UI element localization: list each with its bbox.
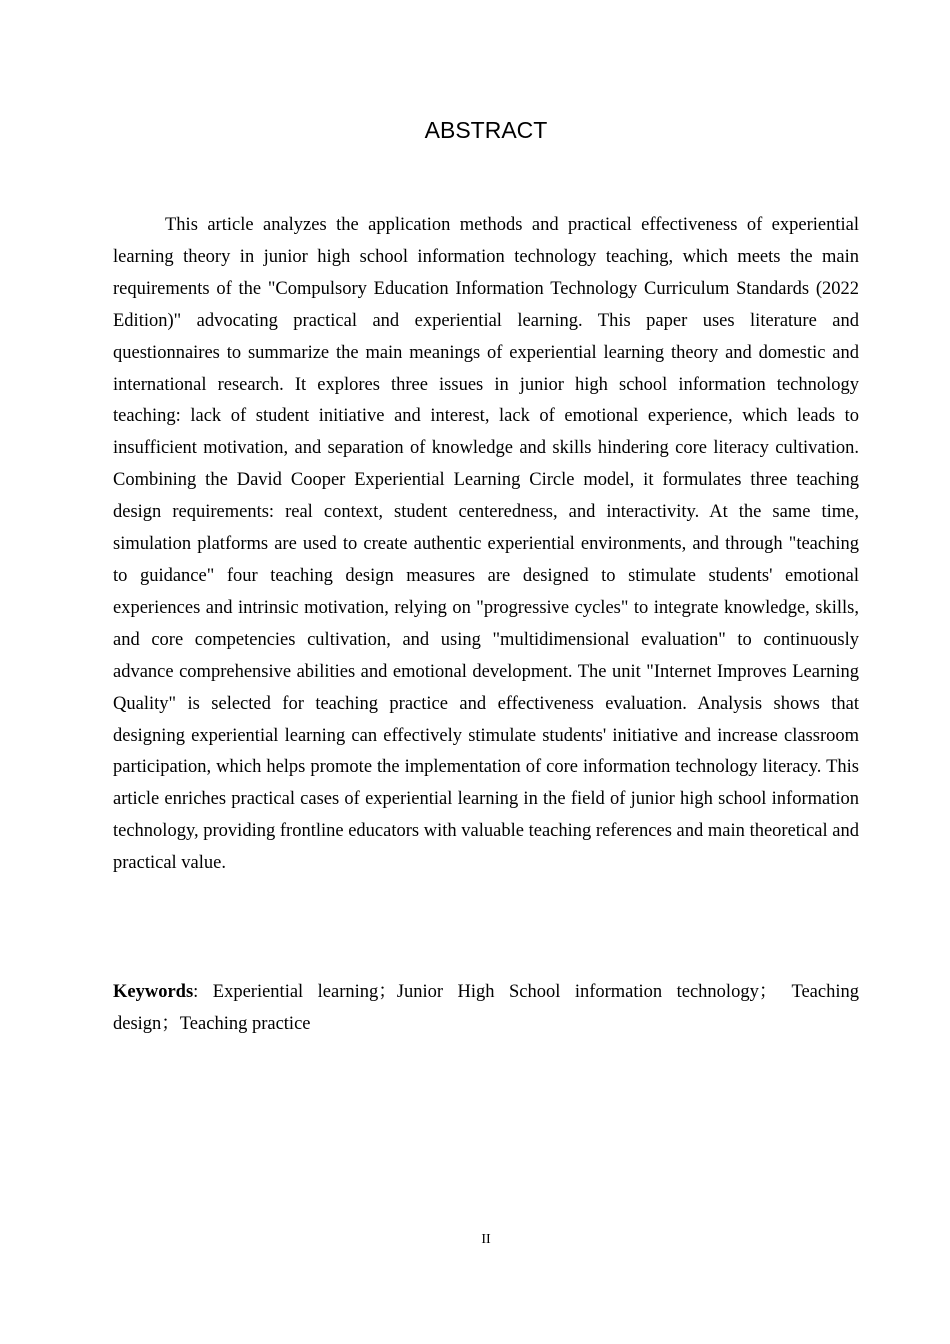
keywords-label: Keywords bbox=[113, 982, 194, 1002]
page-number: II bbox=[481, 1232, 491, 1247]
keywords-line bbox=[113, 976, 859, 1040]
abstract-paragraph: This article analyzes the application methods and practical effectiveness of experiential learning theory in junior high school information technology teaching, which meets the main requirements of the "Compulsory Education Information Technology Curriculum Standards (2022 Edition)" advocating practical and experiential learning. This paper uses literature and questionnaires to summarize the main meanings of experiential learning theory and domestic and international research. It explores three issues in junior high school information technology teaching: lack of student initiative and interest, lack of emotional experience, which leads to insufficient motivation, and separation of knowledge and skills hindering core literacy cultivation. Combining the David Cooper Experiential Learning Circle model, it formulates three teaching design requirements: real context, student centeredness, and interactivity. At the same time, simulation platforms are used to create authentic experiential environments, and through "teaching to guidance" four teaching design measures are designed to stimulate students' emotional experiences and intrinsic motivation, relying on "progressive cycles" to integrate knowledge, skills, and core competencies cultivation, and using "multidimensional evaluation" to continuously advance comprehensive abilities and emotional development. The unit "Internet Improves Learning Quality" is selected for teaching practice and effectiveness evaluation. Analysis shows that designing experiential learning can effectively stimulate students' initiative and increase classroom participation, which helps promote the implementation of core information technology literacy. This article enriches practical cases of experiential learning in the field of junior high school information technology, providing frontline educators with valuable teaching references and main theoretical and practical value. bbox=[113, 215, 859, 874]
page-title: ABSTRACT bbox=[424, 117, 548, 143]
keywords-list: : Experiential learning；Junior High School information technology； Teaching design；Teaching practice bbox=[113, 982, 859, 1034]
